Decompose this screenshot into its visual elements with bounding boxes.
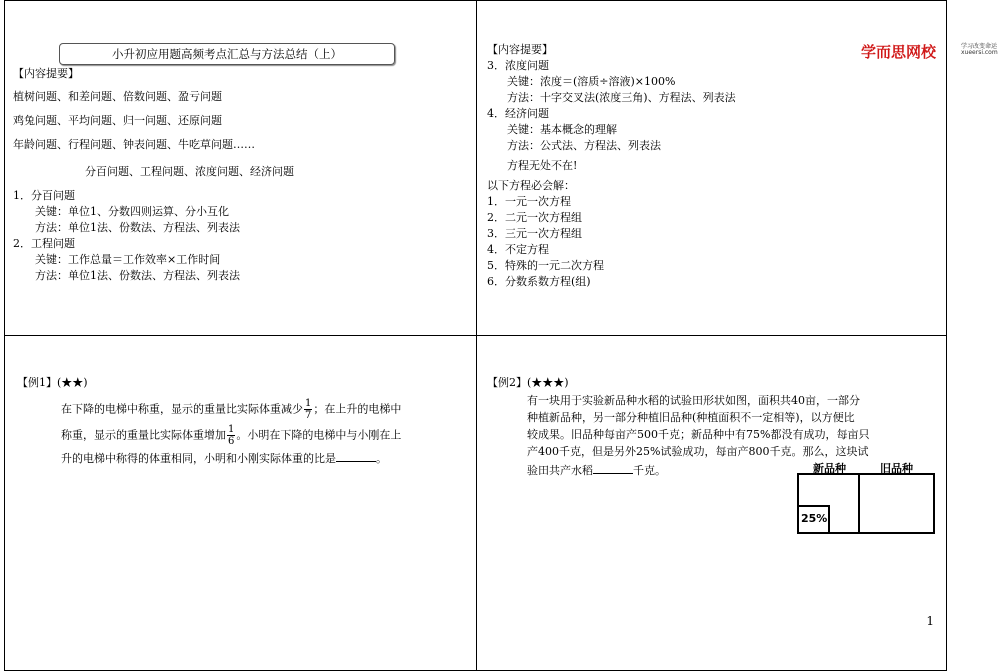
section-4-method: 方法：公式法、方程法、列表法	[507, 139, 661, 152]
problem-line-3	[61, 450, 387, 466]
slide-panel-methods	[476, 0, 998, 336]
topic-row-4: 分百问题、工程问题、浓度问题、经济问题	[85, 165, 294, 178]
fraction-one-sixth	[227, 424, 235, 447]
problem-text: ；在上升的电梯中	[313, 402, 402, 416]
slide-title: 小升初应用题高频考点汇总与方法总结（上）	[59, 43, 395, 65]
equation-item: 4．不定方程	[487, 243, 549, 256]
fraction-denominator: 6	[228, 436, 235, 447]
fraction-numerator: 1	[305, 398, 312, 409]
equation-item: 1．一元一次方程	[487, 195, 571, 208]
logo-text: 学而思网校	[860, 43, 936, 61]
logo	[860, 41, 998, 62]
problem-text: 。	[376, 452, 387, 465]
section-2-key: 关键：工作总量＝工作效率×工作时间	[35, 253, 221, 266]
problem-line-2	[61, 424, 401, 447]
page-number: 1	[926, 614, 934, 628]
section-1-key: 关键：单位1、分数四则运算、分小互化	[35, 205, 229, 218]
equation-item: 2．二元一次方程组	[487, 211, 582, 224]
equation-item: 5．特殊的一元二次方程	[487, 259, 604, 272]
logo-slogan: 学习改变命运	[960, 43, 997, 50]
section-3-title: 3．浓度问题	[487, 59, 549, 72]
problem-line-1	[61, 398, 401, 421]
section-4-key: 关键：基本概念的理解	[507, 123, 617, 136]
topic-row-3: 年龄问题、行程问题、钟表问题、牛吃草问题……	[13, 138, 255, 151]
problem-text: 升的电梯中称得的体重相同，小明和小刚实际体重的比是	[61, 452, 336, 465]
fraction-one-seventh	[304, 398, 312, 421]
section-header: 【内容提要】	[13, 67, 79, 80]
problem-text: 千克。	[633, 464, 666, 477]
equation-item: 6．分数系数方程(组)	[487, 275, 591, 288]
section-1-method: 方法：单位1法、份数法、方程法、列表法	[35, 221, 240, 234]
problem-text: 。小明在下降的电梯中与小刚在上	[236, 428, 402, 442]
problem-text: 在下降的电梯中称重，显示的重量比实际体重减少	[61, 402, 303, 416]
problem-line-5	[527, 462, 666, 478]
answer-blank[interactable]	[593, 462, 633, 474]
section-1-title: 1．分百问题	[13, 189, 75, 202]
section-2-method: 方法：单位1法、份数法、方程法、列表法	[35, 269, 240, 282]
problem-text: 称重，显示的重量比实际体重增加	[61, 428, 226, 442]
slide-panel-example-1	[4, 335, 477, 671]
example-label: 【例1】(★★)	[17, 376, 88, 389]
slide-panel-summary	[4, 0, 477, 336]
new-variety-label: 新品种	[813, 462, 846, 475]
field-diagram	[797, 473, 935, 534]
fraction-numerator: 1	[228, 424, 235, 435]
slide-panel-example-2	[476, 335, 947, 671]
answer-blank[interactable]	[336, 450, 376, 462]
problem-text: 验田共产水稻	[527, 464, 593, 477]
section-3-method: 方法：十字交叉法(浓度三角)、方程法、列表法	[507, 91, 736, 104]
equation-item: 3．三元一次方程组	[487, 227, 582, 240]
problem-line-3: 较成果。旧品种每亩产500千克；新品种中有75%都没有成功，每亩只	[527, 428, 870, 441]
note-text: 方程无处不在!	[507, 159, 578, 172]
percent-label: 25%	[801, 512, 828, 525]
problem-line-1: 有一块用于实验新品种水稻的试验田形状如图，面积共40亩，一部分	[527, 394, 860, 407]
topic-row-1: 植树问题、和差问题、倍数问题、盈亏问题	[13, 90, 222, 103]
section-header: 【内容提要】	[487, 43, 553, 56]
old-variety-label: 旧品种	[880, 462, 913, 475]
section-4-title: 4．经济问题	[487, 107, 549, 120]
topic-row-2: 鸡兔问题、平均问题、归一问题、还原问题	[13, 114, 222, 127]
section-3-key: 关键：浓度＝(溶质÷溶液)×100%	[507, 75, 676, 88]
field-divider	[858, 473, 860, 534]
problem-line-2: 种植新品种，另一部分种植旧品种(种植面积不一定相等)，以方便比	[527, 411, 855, 424]
logo-url: xueersi.com	[960, 49, 998, 56]
fraction-denominator: 7	[305, 410, 312, 421]
section-2-title: 2．工程问题	[13, 237, 75, 250]
example-label: 【例2】(★★★)	[487, 376, 569, 389]
equation-header: 以下方程必会解：	[487, 179, 575, 192]
problem-line-4: 产400千克，但是另外25%试验成功，每亩产800千克。那么，这块试	[527, 445, 869, 458]
